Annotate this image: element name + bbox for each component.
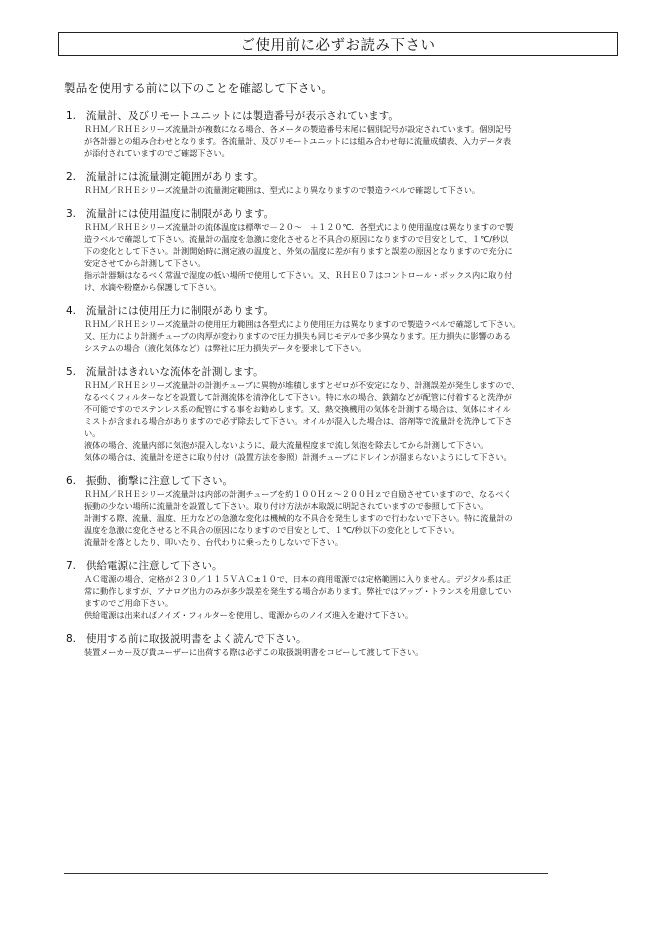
section-5 [66, 365, 626, 463]
section-3 [66, 207, 626, 293]
section-number: 8. [66, 633, 77, 645]
section-body [84, 646, 626, 658]
section-body [84, 184, 626, 196]
section-heading [66, 474, 626, 488]
section-heading-text: 流量計、及びリモートユニットには製造番号が表示されています。 [86, 110, 399, 122]
body-line: 振動の少ない場所に流量計を設置して下さい。取り付け方法が本取説に明記されていますので参照して下さい。 [84, 501, 489, 511]
title-box [58, 32, 618, 56]
body-line: なるべくフィルターなどを設置して計測流体を清浄化して下さい。特に水の場合、鉄錆などが配管に付着すると洗浄が [84, 392, 512, 402]
body-line: 常に動作しますが、アナログ出力のみが多少誤差を発生する場合があります。弊社ではアップ・トランスを用意してい [84, 586, 512, 596]
section-heading [66, 109, 626, 123]
body-line: 流量計を落としたり、叩いたり、台代わりに乗ったりしないで下さい。 [84, 537, 343, 547]
section-heading-text: 使用する前に取扱説明書をよく読んで下さい。 [86, 633, 307, 645]
section-heading-text: 供給電源に注意して下さい。 [86, 560, 223, 572]
body-line: 不可能ですのでステンレス系の配管にする事をお勧めします。又、熱交換機用の気体を計測する場合は、気体にオイル [84, 404, 511, 414]
section-heading-text: 流量計には使用圧力に制限があります。 [86, 305, 275, 317]
body-line: ＡＣ電源の場合、定格が２３０／１１５ＶＡＣ±１０で、日本の商用電源では定格範囲に入りません。デジタル系は正 [84, 574, 512, 584]
body-line: ＲＨＭ／ＲＨＥシリーズ流量計の流体温度は標準で－２０～ ＋１２０℃．各型式により使用温度は異なりますので製 [84, 222, 514, 232]
section-2 [66, 170, 626, 196]
section-heading-text: 流量計はきれいな流体を計測します。 [86, 366, 264, 378]
section-heading-text: 流量計には使用温度に制限があります。 [86, 208, 275, 220]
body-line: ミストが含まれる場合がありますので必ず除去して下さい。オイルが混入した場合は、溶剤等で流量計を洗浄して下さ [84, 416, 513, 426]
section-heading-text: 流量計には流量測定範囲があります。 [86, 171, 264, 183]
section-heading [66, 170, 626, 184]
section-number: 6. [66, 475, 77, 487]
body-line: 造ラベルで確認して下さい。流量計の温度を急激に変化させると不具合の原因になりますので目安として、１℃/秒以 [84, 234, 509, 244]
body-line: 装置メーカー及び貴ユーザーに出荷する際は必ずこの取扱説明書をコピーして渡して下さい。 [84, 647, 424, 657]
section-heading [66, 632, 626, 646]
section-body [84, 123, 626, 159]
body-line: システムの場合（液化気体など）は弊社に圧力損失データを要求して下さい。 [84, 343, 367, 353]
section-heading [66, 304, 626, 318]
section-heading [66, 207, 626, 221]
body-line: 温度を急激に変化させると不具合の原因になりますので目安として、１℃/秒以下の変化として下さい。 [84, 525, 460, 535]
sections-list [66, 109, 626, 669]
body-line: が添付されていますのでご確認下さい。 [84, 148, 230, 158]
section-number: 3. [66, 208, 77, 220]
section-body [84, 573, 626, 621]
body-line: ＲＨＭ／ＲＨＥシリーズ流量計の計測チューブに異物が堆積しますとゼロが不安定になり、計測誤差が発生しますので、 [84, 380, 520, 390]
body-line: 又、圧力により計測チューブの肉厚が変わりますので圧力損失も同じモデルで多少異なります。圧力損失に影響のある [84, 331, 511, 341]
section-6 [66, 474, 626, 548]
body-line: ＲＨＭ／ＲＨＥシリーズ流量計が複数になる場合、各メータの製造番号末尾に個別記号が設定されています。個別記号 [84, 124, 512, 134]
body-line: 計測する際、流量、温度、圧力などの急激な変化は機械的な不具合を発生しますので行わないで下さい。特に流量計の [84, 513, 513, 523]
section-body [84, 379, 626, 463]
body-line: け、水滴や粉塵から保護して下さい。 [84, 282, 222, 292]
section-7 [66, 559, 626, 621]
body-line: 下の変化として下さい。計測開始時に測定液の温度と、外気の温度に差が有りますと誤差の原因となりますので充分に [84, 246, 513, 256]
section-heading [66, 559, 626, 573]
section-number: 1. [66, 110, 77, 122]
section-number: 7. [66, 560, 77, 572]
body-line: ＲＨＭ／ＲＨＥシリーズ流量計は内部の計測チューブを約１００Ｈｚ～２００Ｈｚで自励させていますので、なるべく [84, 489, 512, 499]
body-line: 指示計器類はなるべく常温で湿度の低い場所で使用して下さい。又、ＲＨＥ０７はコントロール・ボックス内に取り付 [84, 270, 513, 280]
section-heading [66, 365, 626, 379]
section-heading-text: 振動、衝撃に注意して下さい。 [86, 475, 233, 487]
section-number: 4. [66, 305, 77, 317]
body-line: 液体の場合、流量内部に気泡が混入しないように、最大流量程度まで流し気泡を除去してから計測して下さい。 [84, 440, 489, 450]
body-line: 気体の場合は、流量計を逆さに取り付け（設置方法を参照）計測チューブにドレインが溜まらないようにして下さい。 [84, 452, 512, 462]
section-body [84, 488, 626, 548]
section-1 [66, 109, 626, 159]
body-line: が各計器との組み合わせとなります。各流量計、及びリモートユニットには組み合わせ毎に流量成績表、入力データ表 [84, 136, 511, 146]
body-line: 供給電源は出来ればノイズ・フィルターを使用し、電源からのノイズ進入を避けて下さい。 [84, 610, 413, 620]
body-line: ＲＨＭ／ＲＨＥシリーズ流量計の流量測定範囲は、型式により異なりますので製造ラベルで確認して下さい。 [84, 185, 480, 195]
body-line: い。 [84, 428, 101, 438]
page-title: ご使用前に必ずお読み下さい [240, 37, 436, 54]
intro-text: 製品を使用する前に以下のことを確認して下さい。 [64, 81, 334, 95]
body-line: ますのでご用命下さい。 [84, 598, 173, 608]
section-number: 5. [66, 366, 77, 378]
section-body [84, 221, 626, 293]
section-4 [66, 304, 626, 354]
bottom-divider [64, 873, 548, 874]
section-body [84, 318, 626, 354]
body-line: 安定させてから計測して下さい。 [84, 258, 206, 268]
body-line: ＲＨＭ／ＲＨＥシリーズ流量計の使用圧力範囲は各型式により使用圧力は異なりますので製造ラベルで確認して下さい。 [84, 319, 521, 329]
section-number: 2. [66, 171, 77, 183]
section-8 [66, 632, 626, 658]
